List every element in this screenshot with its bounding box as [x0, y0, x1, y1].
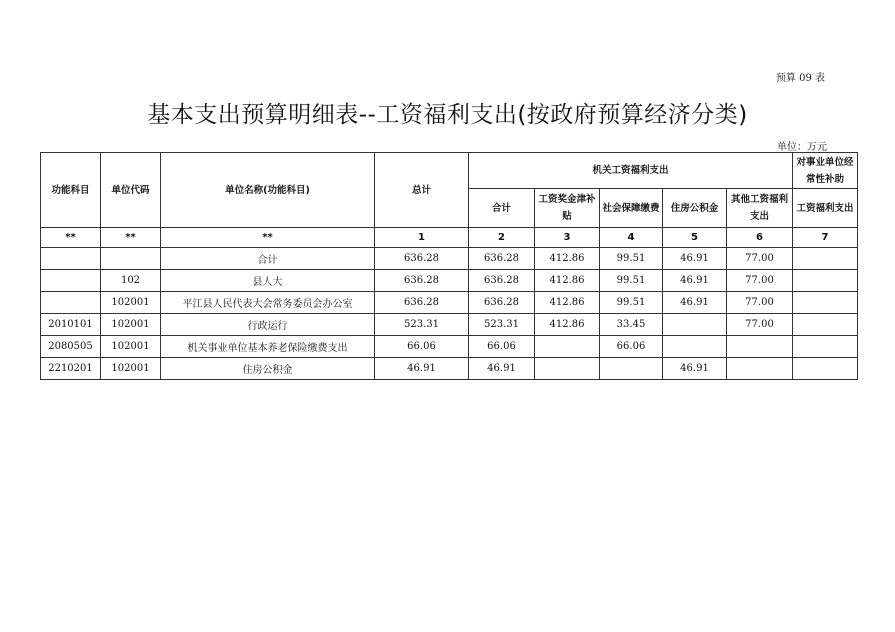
cell-total: 636.28	[375, 292, 469, 314]
cell-unit-name: 合计	[161, 248, 375, 270]
cell-housing-fund	[663, 314, 727, 336]
cell-social-security: 99.51	[600, 248, 663, 270]
cell-other-welfare: 77.00	[727, 314, 793, 336]
header-housing-fund: 住房公积金	[663, 189, 727, 228]
cell-salary-bonus: 412.86	[535, 248, 600, 270]
index-cell: 4	[600, 228, 663, 248]
cell-other-welfare: 77.00	[727, 292, 793, 314]
cell-unit-name: 行政运行	[161, 314, 375, 336]
column-index-row	[41, 228, 858, 248]
cell-org-sum: 66.06	[469, 336, 535, 358]
index-cell: **	[161, 228, 375, 248]
header-salary-bonus: 工资奖金津补贴	[535, 189, 600, 228]
table-row	[41, 336, 858, 358]
header-total: 总计	[375, 153, 469, 228]
cell-func-subject: 2080505	[41, 336, 101, 358]
header-org-sum: 合计	[469, 189, 535, 228]
cell-salary-bonus	[535, 336, 600, 358]
cell-func-subject	[41, 270, 101, 292]
index-cell: 3	[535, 228, 600, 248]
cell-unit-name: 机关事业单位基本养老保险缴费支出	[161, 336, 375, 358]
index-cell: **	[41, 228, 101, 248]
header-func-subject: 功能科目	[41, 153, 101, 228]
cell-salary-bonus	[535, 358, 600, 380]
cell-other-welfare	[727, 336, 793, 358]
cell-org-sum: 636.28	[469, 248, 535, 270]
cell-total: 636.28	[375, 248, 469, 270]
cell-social-security: 99.51	[600, 292, 663, 314]
cell-housing-fund: 46.91	[663, 292, 727, 314]
header-social-security: 社会保障缴费	[600, 189, 663, 228]
header-row-1	[41, 153, 858, 189]
cell-other-welfare	[727, 358, 793, 380]
cell-func-subject	[41, 248, 101, 270]
cell-social-security: 33.45	[600, 314, 663, 336]
cell-total: 46.91	[375, 358, 469, 380]
cell-unit-name: 县人大	[161, 270, 375, 292]
cell-total: 523.31	[375, 314, 469, 336]
cell-salary-bonus: 412.86	[535, 270, 600, 292]
cell-unit-code: 102001	[101, 292, 161, 314]
table-row	[41, 270, 858, 292]
table-row	[41, 358, 858, 380]
cell-func-subject	[41, 292, 101, 314]
cell-salary-bonus: 412.86	[535, 314, 600, 336]
cell-housing-fund: 46.91	[663, 358, 727, 380]
cell-unit-name: 住房公积金	[161, 358, 375, 380]
unit-label: 单位：万元	[777, 142, 827, 153]
index-cell: 2	[469, 228, 535, 248]
cell-subsidy-salary	[793, 314, 858, 336]
table-row	[41, 314, 858, 336]
cell-org-sum: 523.31	[469, 314, 535, 336]
page-title: 基本支出预算明细表--工资福利支出(按政府预算经济分类)	[147, 102, 748, 128]
header-other-welfare: 其他工资福利支出	[727, 189, 793, 228]
cell-unit-code	[101, 248, 161, 270]
cell-unit-code: 102001	[101, 358, 161, 380]
cell-salary-bonus: 412.86	[535, 292, 600, 314]
cell-subsidy-salary	[793, 248, 858, 270]
cell-func-subject: 2010101	[41, 314, 101, 336]
cell-unit-code: 102001	[101, 336, 161, 358]
header-unit-code: 单位代码	[101, 153, 161, 228]
header-org-welfare-group: 机关工资福利支出	[469, 153, 793, 189]
cell-func-subject: 2210201	[41, 358, 101, 380]
index-cell: 7	[793, 228, 858, 248]
cell-other-welfare: 77.00	[727, 248, 793, 270]
cell-subsidy-salary	[793, 336, 858, 358]
cell-total: 636.28	[375, 270, 469, 292]
index-cell: **	[101, 228, 161, 248]
cell-social-security	[600, 358, 663, 380]
cell-org-sum: 636.28	[469, 292, 535, 314]
cell-org-sum: 46.91	[469, 358, 535, 380]
cell-housing-fund: 46.91	[663, 248, 727, 270]
table-row	[41, 248, 858, 270]
form-number: 预算 09 表	[775, 73, 825, 84]
cell-total: 66.06	[375, 336, 469, 358]
cell-social-security: 66.06	[600, 336, 663, 358]
header-unit-name: 单位名称(功能科目)	[161, 153, 375, 228]
cell-subsidy-salary	[793, 292, 858, 314]
cell-unit-name: 平江县人民代表大会常务委员会办公室	[161, 292, 375, 314]
cell-housing-fund: 46.91	[663, 270, 727, 292]
header-subsidy-salary: 工资福利支出	[793, 189, 858, 228]
cell-unit-code: 102	[101, 270, 161, 292]
index-cell: 5	[663, 228, 727, 248]
cell-social-security: 99.51	[600, 270, 663, 292]
cell-other-welfare: 77.00	[727, 270, 793, 292]
index-cell: 1	[375, 228, 469, 248]
cell-subsidy-salary	[793, 270, 858, 292]
table-row	[41, 292, 858, 314]
budget-table	[40, 152, 858, 380]
cell-housing-fund	[663, 336, 727, 358]
index-cell: 6	[727, 228, 793, 248]
cell-subsidy-salary	[793, 358, 858, 380]
header-institution-subsidy-group: 对事业单位经常性补助	[793, 153, 858, 189]
cell-unit-code: 102001	[101, 314, 161, 336]
cell-org-sum: 636.28	[469, 270, 535, 292]
